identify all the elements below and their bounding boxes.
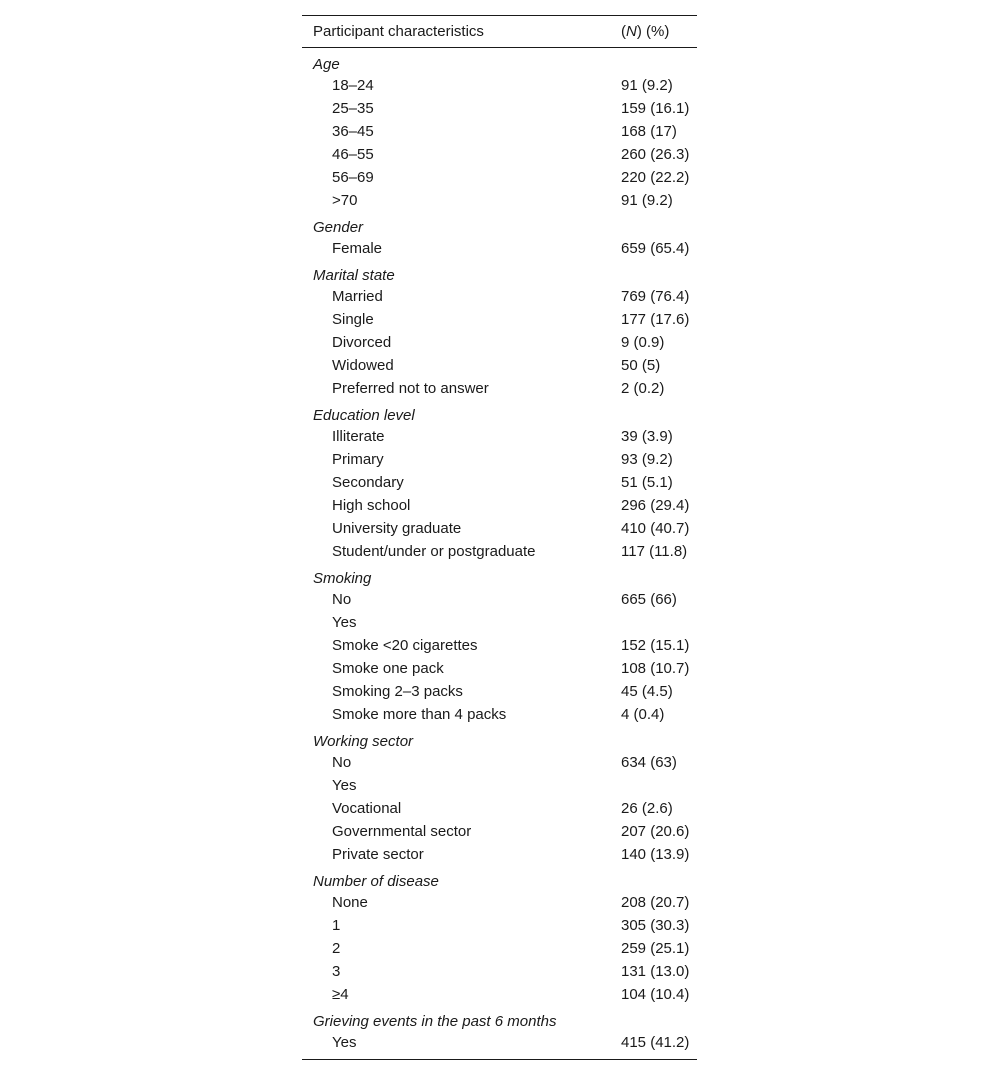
row-label: Private sector [332,845,424,863]
row-value: 296 (29.4) [621,496,690,514]
row-value: 410 (40.7) [621,519,690,537]
row-label: 3 [332,962,341,980]
row-value [621,774,697,797]
table-row [302,774,697,797]
table-row [302,611,697,634]
row-label: University graduate [332,519,462,537]
row-label: >70 [332,191,358,209]
row-value: 4 (0.4) [621,705,665,723]
table-row [302,97,697,120]
row-value: 220 (22.2) [621,168,690,186]
table-row [302,703,697,726]
row-label: No [332,590,352,608]
row-value: 665 (66) [621,590,677,608]
row-label: Illiterate [332,427,385,445]
table-row [302,680,697,703]
row-label: Widowed [332,356,394,374]
bottom-rule-cell [302,1054,697,1060]
table-row [302,657,697,680]
row-value: 140 (13.9) [621,845,690,863]
row-label: 56–69 [332,168,374,186]
row-value: 9 (0.9) [621,333,665,351]
row-label: Student/under or postgraduate [332,542,536,560]
row-label: 2 [332,939,341,957]
row-label: Preferred not to answer [332,379,489,397]
row-label: None [332,893,368,911]
row-value: 260 (26.3) [621,145,690,163]
table-bottom-rule [302,1054,697,1060]
category-row-smoking [302,563,697,588]
category-label: Marital state [313,266,395,284]
row-value: 26 (2.6) [621,799,673,817]
category-label: Age [313,55,340,73]
row-label: Single [332,310,374,328]
table-row [302,74,697,97]
row-label: 36–45 [332,122,374,140]
row-value: 2 (0.2) [621,379,665,397]
row-value: 159 (16.1) [621,99,690,117]
row-label: 46–55 [332,145,374,163]
table-row [302,588,697,611]
row-label: 1 [332,916,341,934]
table-row [302,166,697,189]
row-value: 93 (9.2) [621,450,673,468]
header-n-percent [621,16,697,48]
row-label: Vocational [332,799,402,817]
row-label: 25–35 [332,99,374,117]
table-row [302,494,697,517]
table-body [302,48,697,1054]
row-label: No [332,753,352,771]
category-row-gender [302,212,697,237]
row-value: 104 (10.4) [621,985,690,1003]
table-row [302,820,697,843]
row-value: 769 (76.4) [621,287,690,305]
row-value: 39 (3.9) [621,427,673,445]
table-row [302,331,697,354]
row-value: 117 (11.8) [621,542,688,560]
category-label: Smoking [313,569,372,587]
row-label: 18–24 [332,76,374,94]
row-value [621,611,697,634]
category-label: Gender [313,218,364,236]
characteristics-table [302,15,697,1060]
header-open-paren: ( [621,23,626,40]
row-label: Married [332,287,383,305]
row-label: Smoking 2–3 packs [332,682,463,700]
row-label: ≥4 [332,985,349,1003]
row-value: 131 (13.0) [621,962,690,980]
row-label: Female [332,239,383,257]
category-label: Education level [313,406,415,424]
table-row [302,983,697,1006]
table-row [302,425,697,448]
row-label: Yes [332,776,357,794]
table-row [302,914,697,937]
table-row [302,237,697,260]
row-label: Divorced [332,333,392,351]
row-value: 91 (9.2) [621,76,673,94]
header-n-italic: N [626,23,637,40]
row-value: 659 (65.4) [621,239,690,257]
table-row [302,189,697,212]
row-value: 177 (17.6) [621,310,690,328]
table-row [302,354,697,377]
row-label: Secondary [332,473,404,491]
row-value: 208 (20.7) [621,893,690,911]
row-label: High school [332,496,411,514]
category-label: Grieving events in the past 6 months [313,1012,557,1030]
row-value: 91 (9.2) [621,191,673,209]
category-row-working-sector [302,726,697,751]
table-row [302,308,697,331]
category-row-number-of-disease [302,866,697,891]
row-value: 152 (15.1) [621,636,690,654]
table-row [302,751,697,774]
header-participant-characteristics: Participant characteristics [302,16,621,48]
table-row [302,471,697,494]
row-value: 50 (5) [621,356,661,374]
row-value: 305 (30.3) [621,916,690,934]
row-value: 51 (5.1) [621,473,673,491]
category-label: Number of disease [313,872,439,890]
row-value: 415 (41.2) [621,1033,690,1051]
table-row [302,120,697,143]
category-row-age [302,48,697,74]
table-row [302,517,697,540]
table-row [302,448,697,471]
table-row [302,843,697,866]
table-row [302,377,697,400]
category-row-marital-state [302,260,697,285]
category-row-grieving-events [302,1006,697,1031]
table-row [302,540,697,563]
table-row [302,960,697,983]
table-row [302,937,697,960]
row-label: Smoke <20 cigarettes [332,636,478,654]
table-row [302,634,697,657]
table-row [302,891,697,914]
header-row [302,16,697,48]
row-value: 259 (25.1) [621,939,690,957]
row-label: Yes [332,613,357,631]
row-value: 45 (4.5) [621,682,673,700]
row-label: Smoke one pack [332,659,444,677]
row-value: 168 (17) [621,122,677,140]
header-percent-label: ) (%) [636,23,670,40]
category-row-education-level [302,400,697,425]
category-label: Working sector [313,732,414,750]
table-row [302,1031,697,1054]
table-header [302,16,697,48]
row-value: 634 (63) [621,753,677,771]
row-value: 207 (20.6) [621,822,690,840]
row-label: Smoke more than 4 packs [332,705,507,723]
table-row [302,143,697,166]
row-value: 108 (10.7) [621,659,690,677]
table-row [302,797,697,820]
table-row [302,285,697,308]
row-label: Yes [332,1033,357,1051]
row-label: Governmental sector [332,822,472,840]
row-label: Primary [332,450,384,468]
table-footer [302,1054,697,1060]
